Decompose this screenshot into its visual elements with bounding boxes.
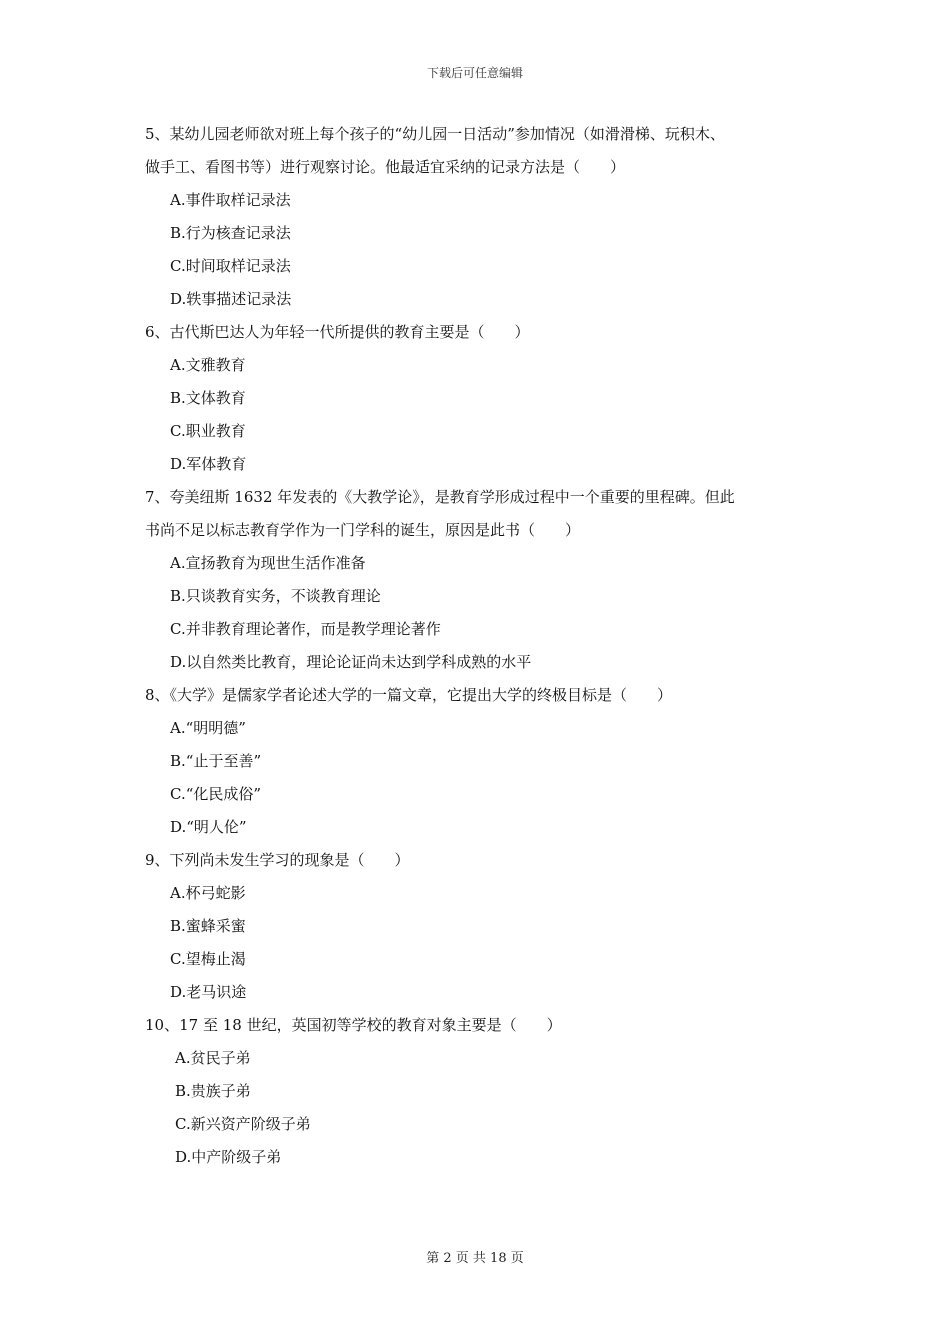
option-a: A.杯弓蛇影 xyxy=(170,884,246,902)
question-line: 5、某幼儿园老师欲对班上每个孩子的“幼儿园一日活动”参加情况（如滑滑梯、玩积木、 xyxy=(145,125,725,143)
option-b: B.只谈教育实务，不谈教育理论 xyxy=(170,587,381,605)
option-b: B.文体教育 xyxy=(170,389,246,407)
option-c: C.并非教育理论著作，而是教学理论著作 xyxy=(170,620,441,638)
question-line: 9、下列尚未发生学习的现象是（ ） xyxy=(145,851,410,869)
page-footer: 第 2 页 共 18 页 xyxy=(426,1251,524,1266)
question-text xyxy=(145,1009,825,1042)
option-b: B.蜜蜂采蜜 xyxy=(170,917,246,935)
question-line: 书尚不足以标志教育学作为一门学科的诞生，原因是此书（ ） xyxy=(145,521,581,539)
option-a: A.贫民子弟 xyxy=(175,1049,251,1067)
option-c: C.职业教育 xyxy=(170,422,246,440)
question-text xyxy=(145,118,825,184)
question-10 xyxy=(145,1009,825,1174)
option-c: C.望梅止渴 xyxy=(170,950,246,968)
option-d: D.老马识途 xyxy=(170,983,247,1001)
question-text xyxy=(145,481,825,547)
option-a: A.宣扬教育为现世生活作准备 xyxy=(170,554,366,572)
question-line: 8、《大学》是儒家学者论述大学的一篇文章，它提出大学的终极目标是（ ） xyxy=(145,686,673,704)
question-7 xyxy=(145,481,825,679)
question-text xyxy=(145,844,825,877)
option-b: B.行为核查记录法 xyxy=(170,224,291,242)
question-text xyxy=(145,679,825,712)
question-text xyxy=(145,316,825,349)
option-c: C.时间取样记录法 xyxy=(170,257,291,275)
option-b: B.贵族子弟 xyxy=(175,1082,251,1100)
page-header: 下载后可任意编辑 xyxy=(426,66,523,80)
option-a: A.事件取样记录法 xyxy=(170,191,291,209)
question-line: 7、夸美纽斯 1632 年发表的《大教学论》，是教育学形成过程中一个重要的里程碑。但此 xyxy=(145,488,735,506)
question-9 xyxy=(145,844,825,1009)
option-d: D.中产阶级子弟 xyxy=(175,1148,282,1166)
question-line: 做手工、看图书等）进行观察讨论。他最适宜采纳的记录方法是（ ） xyxy=(145,158,626,176)
question-list xyxy=(145,118,825,1174)
option-b: B.“止于至善” xyxy=(170,752,262,770)
question-6 xyxy=(145,316,825,481)
option-d: D.轶事描述记录法 xyxy=(170,290,292,308)
option-a: A.“明明德” xyxy=(170,719,246,737)
question-line: 10、17 至 18 世纪，英国初等学校的教育对象主要是（ ） xyxy=(145,1016,562,1034)
option-a: A.文雅教育 xyxy=(170,356,246,374)
question-line: 6、古代斯巴达人为年轻一代所提供的教育主要是（ ） xyxy=(145,323,530,341)
option-d: D.以自然类比教育，理论论证尚未达到学科成熟的水平 xyxy=(170,653,532,671)
option-c: C.新兴资产阶级子弟 xyxy=(175,1115,311,1133)
question-8 xyxy=(145,679,825,844)
option-d: D.军体教育 xyxy=(170,455,247,473)
option-d: D.“明人伦” xyxy=(170,818,247,836)
option-c: C.“化民成俗” xyxy=(170,785,262,803)
question-5 xyxy=(145,118,825,316)
